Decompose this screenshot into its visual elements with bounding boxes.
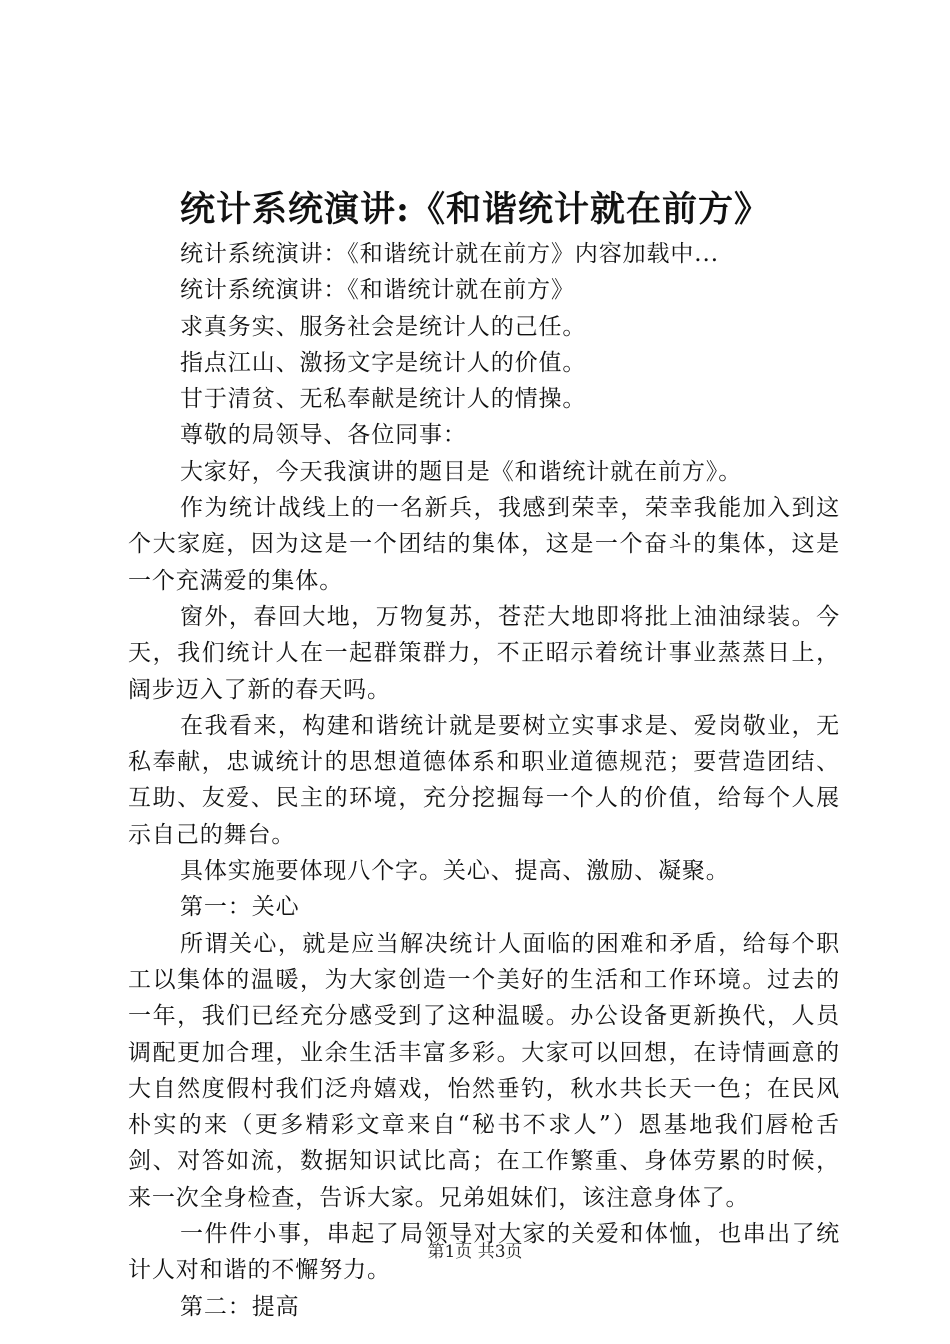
section-heading: 第一：关心	[180, 894, 300, 921]
paragraph: 大家好，今天我演讲的题目是《和谐统计就在前方》。	[180, 458, 743, 485]
document-title: 统计系统演讲:《和谐统计就在前方》	[180, 189, 770, 230]
paragraph: 统计系统演讲：《和谐统计就在前方》内容加载中...	[180, 241, 719, 267]
paragraph: 窗外，春回大地，万物复苏，苍茫大地即将批上油油绿装。今天，我们统计人在一起群策群力，不正昭示着统计事业蒸蒸日上，阔步迈入了新的春天吗。	[128, 603, 840, 703]
paragraph: 在我看来，构建和谐统计就是要树立实事求是、爱岗敬业，无私奉献，忠诚统计的思想道德体系和职业道德规范；要营造团结、互助、友爱、民主的环境，充分挖掘每一个人的价值，给每个人展示自己的舞台。	[128, 712, 840, 848]
paragraph: 指点江山、激扬文字是统计人的价值。	[180, 349, 587, 376]
document-body	[128, 236, 840, 1325]
section-heading: 第二：提高	[180, 1293, 300, 1320]
paragraph: 具体实施要体现八个字。关心、提高、激励、凝聚。	[180, 858, 730, 885]
paragraph: 所谓关心，就是应当解决统计人面临的困难和矛盾，给每个职工以集体的温暖，为大家创造一个美好的生活和工作环境。过去的一年，我们已经充分感受到了这种温暖。办公设备更新换代，人员调配更加合理，业余生活丰富多彩。大家可以回想，在诗情画意的大自然度假村我们泛舟嬉戏，怡然垂钓，秋水共长天一色；在民风朴实的来（更多精彩文章来自“秘书不求人”）恩基地我们唇枪舌剑、对答如流，数据知识试比高；在工作繁重、身体劳累的时候，来一次全身检查，告诉大家。兄弟姐妹们，该注意身体了。	[128, 930, 840, 1211]
paragraph: 统计系统演讲：《和谐统计就在前方》	[180, 277, 575, 304]
page-number-footer: 第1页 共3页	[427, 1242, 523, 1262]
paragraph: 求真务实、服务社会是统计人的己任。	[180, 313, 587, 340]
paragraph: 一件件小事，串起了局领导对大家的关爱和体恤，也串出了统计人对和谐的不懈努力。	[128, 1221, 840, 1284]
paragraph: 尊敬的局领导、各位同事：	[180, 422, 467, 449]
paragraph: 甘于清贫、无私奉献是统计人的情操。	[180, 386, 587, 413]
paragraph: 作为统计战线上的一名新兵，我感到荣幸，荣幸我能加入到这个大家庭，因为这是一个团结的集体，这是一个奋斗的集体，这是一个充满爱的集体。	[128, 495, 840, 594]
